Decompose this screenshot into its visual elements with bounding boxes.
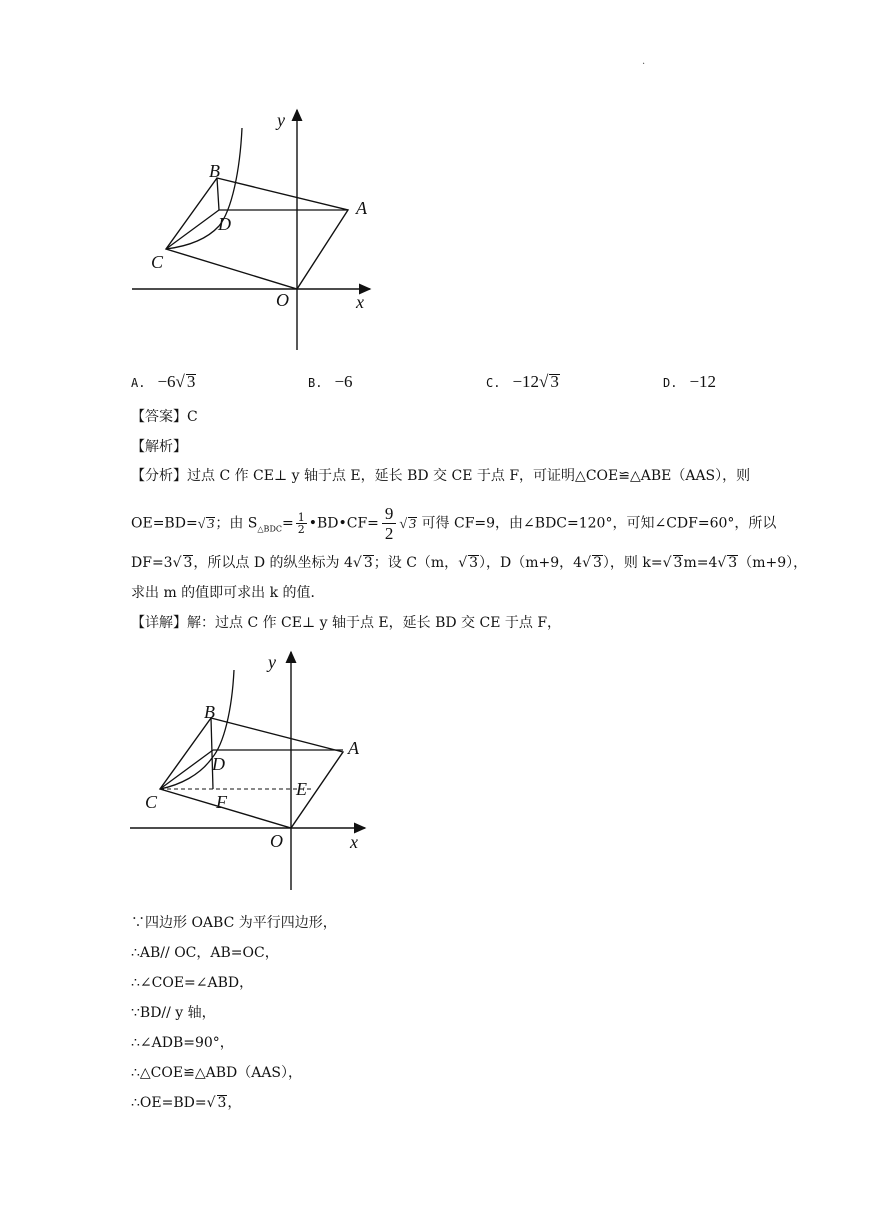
- proof-line-1: ∵四边形 OABC 为平行四边形，: [131, 915, 337, 931]
- label-y: y: [277, 110, 285, 130]
- parallelogram-OABC: [160, 718, 343, 828]
- figure-2: [120, 640, 380, 895]
- figure-1: [120, 100, 380, 355]
- text-oe-bd: OE=BD=: [131, 515, 198, 532]
- text-cf-result: 可得 CF=9，由∠BDC=120°，可知∠CDF=60°，所以: [421, 515, 777, 532]
- option-d[interactable]: [663, 372, 716, 392]
- option-marker: B.: [308, 376, 323, 390]
- label-F: F: [216, 792, 227, 812]
- label-O: O: [270, 831, 283, 851]
- label-C: C: [145, 792, 158, 812]
- detail-line: 【详解】解：过点 C 作 CE⊥ y 轴于点 E，延长 BD 交 CE 于点 F，: [131, 615, 562, 631]
- figure-2-diagram: [120, 640, 380, 895]
- proof-line-2: ∴AB// OC，AB=OC，: [131, 945, 279, 961]
- label-x: x: [350, 832, 358, 852]
- answer-line: 【答案】C: [131, 409, 198, 425]
- option-a[interactable]: A. −6√ 3: [131, 372, 196, 391]
- option-c[interactable]: C. −12√ 3: [486, 372, 559, 391]
- segment-BD: [217, 178, 219, 210]
- label-E: E: [296, 779, 307, 799]
- option-value: −12: [689, 372, 717, 391]
- fraction-one-half: $\frac{1}{2}$: [297, 511, 305, 536]
- figure-1-diagram: [120, 100, 380, 355]
- option-value: −6: [334, 372, 353, 391]
- option-marker: C.: [486, 376, 501, 390]
- radicand: 3: [207, 516, 215, 532]
- header-dot: .: [642, 56, 646, 67]
- text-bd-cf: •BD•CF=: [308, 515, 379, 532]
- radicand: 3: [409, 516, 417, 532]
- label-A: A: [356, 198, 367, 218]
- analysis-line-4: 求出 m 的值即可求出 k 的值．: [131, 585, 325, 601]
- proof-line-5: ∴∠ADB=90°，: [131, 1035, 234, 1051]
- proof-line-3: ∴∠COE=∠ABD，: [131, 975, 254, 991]
- label-D: D: [218, 214, 231, 234]
- label-O: O: [276, 290, 289, 310]
- answer-options: [0, 372, 869, 396]
- segment-CD: [160, 750, 213, 789]
- analysis-heading: 【解析】: [131, 439, 187, 455]
- proof-line-7: ∴OE=BD=√ 3，: [131, 1095, 242, 1111]
- option-value: −12: [512, 372, 540, 391]
- proof-line-4: ∵BD// y 轴，: [131, 1005, 216, 1021]
- analysis-line-1: 【分析】过点 C 作 CE⊥ y 轴于点 E，延长 BD 交 CE 于点 F，可证明△COE≌△ABE（AAS），则: [131, 468, 751, 484]
- label-y: y: [268, 652, 276, 672]
- text-area-subscript: △BDC: [257, 524, 282, 534]
- radicand: 3: [186, 372, 196, 391]
- proof-line-6: ∴△COE≌△ABD（AAS），: [131, 1065, 303, 1081]
- analysis-line-2: OE=BD=√ 3；由 $S_{\triangle BDC}=$ $\frac{1}{2}$ •BD•CF= $\frac{9}{2}$ √ 3 可得 CF=9，由∠BDC=120°，可知∠CDF=60°，所以: [131, 504, 777, 543]
- parallelogram-OABC: [166, 178, 348, 289]
- option-value: −6: [157, 372, 176, 391]
- radicand: 3: [550, 372, 559, 391]
- text-equals: =: [281, 515, 294, 532]
- label-B: B: [204, 702, 215, 722]
- label-B: B: [209, 161, 220, 181]
- label-D: D: [212, 754, 225, 774]
- option-marker: D.: [663, 376, 678, 390]
- option-marker: A.: [131, 376, 146, 390]
- text-area-prefix: ；由 S: [215, 515, 258, 532]
- analysis-line-3: DF=3√ 3，所以点 D 的纵坐标为 4√ 3；设 C（m，√ 3），D（m+9，4√ 3），则 k=√ 3m=4√ 3（m+9），: [131, 555, 808, 571]
- label-A: A: [348, 738, 359, 758]
- fraction-nine-half: $\frac{9}{2}$: [382, 504, 397, 543]
- label-C: C: [151, 252, 164, 272]
- option-b[interactable]: [308, 372, 353, 392]
- label-x: x: [356, 292, 364, 312]
